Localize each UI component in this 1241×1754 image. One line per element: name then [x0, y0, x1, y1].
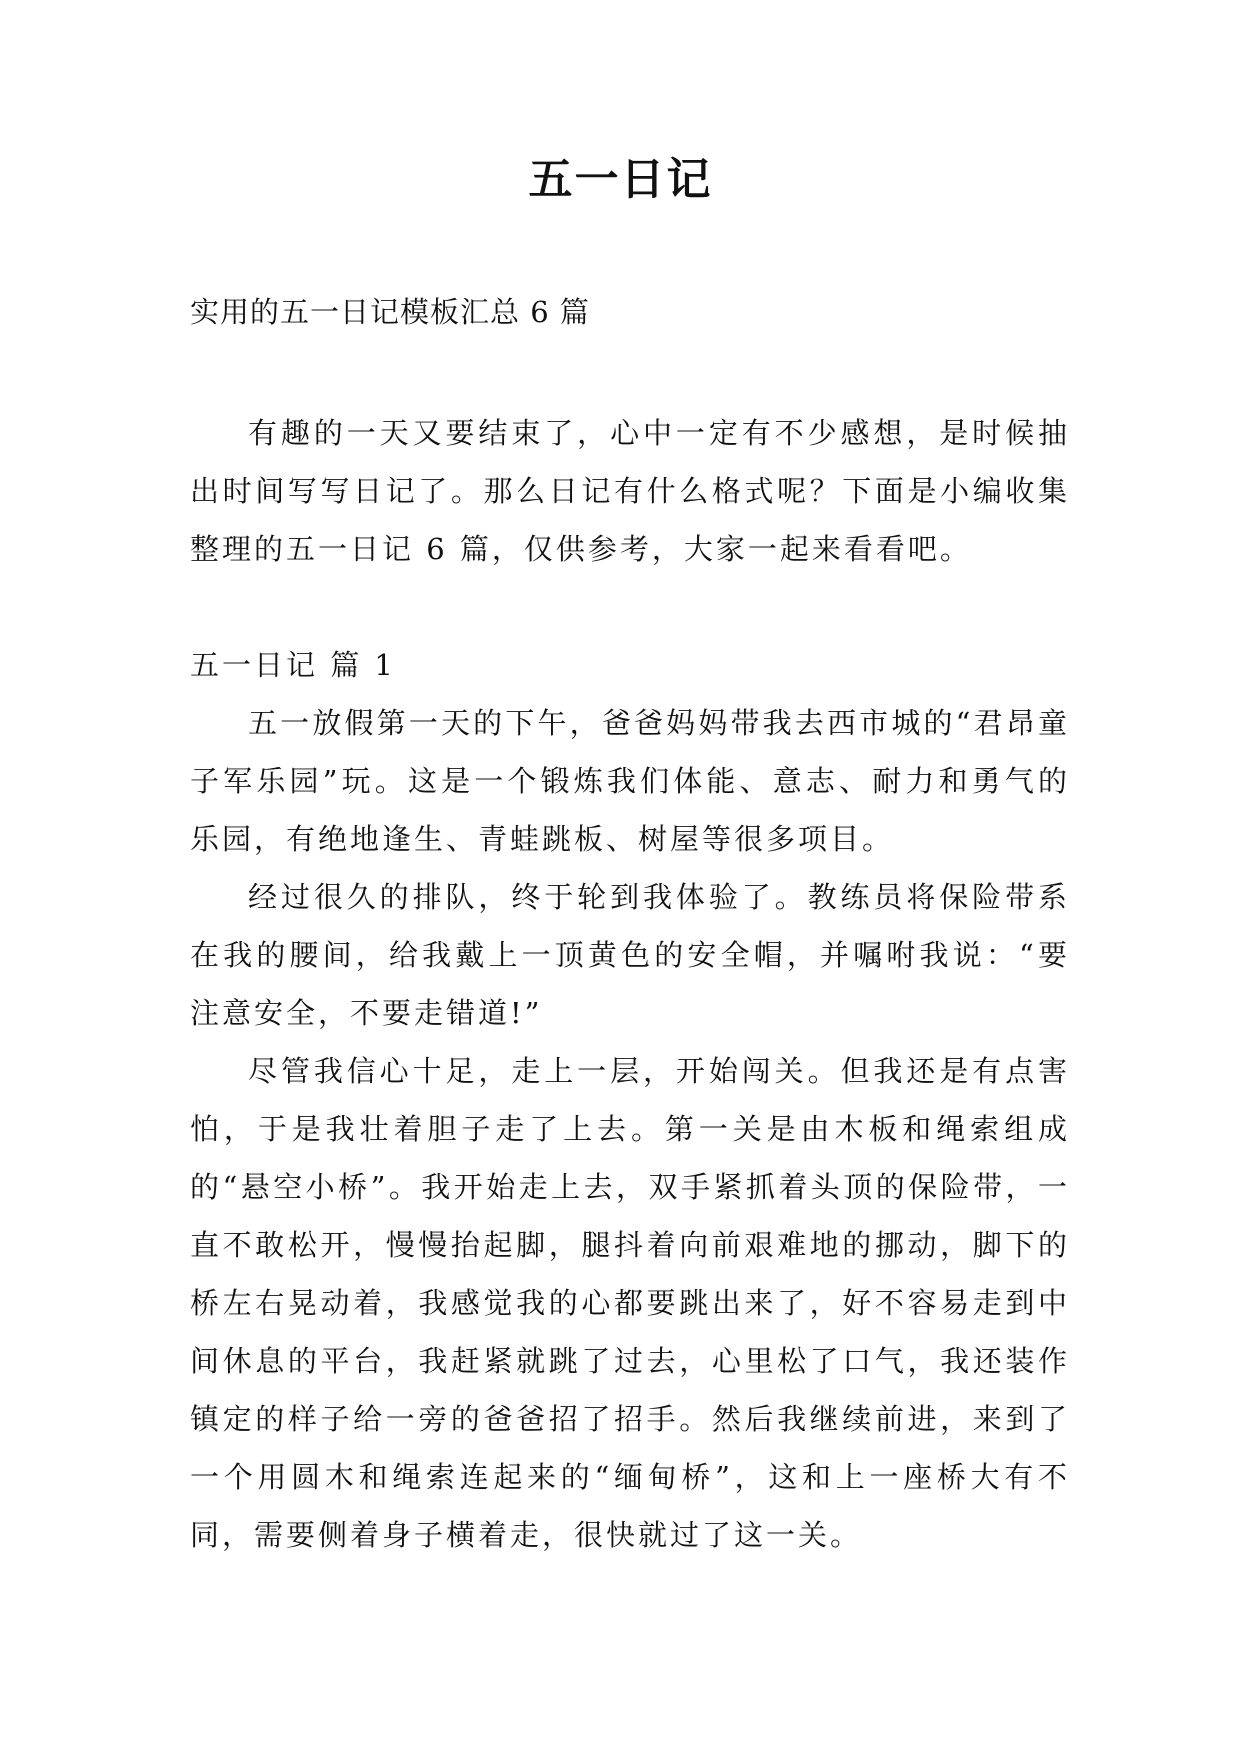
section-heading: 五一日记 篇 1 — [190, 648, 396, 682]
body-paragraph-1: 五一放假第一天的下午，爸爸妈妈带我去西市城的“君昂童子军乐园”玩。这是一个锻炼我们体能、意志、耐力和勇气的乐园，有绝地逢生、青蛙跳板、树屋等很多项目。 — [190, 706, 1070, 856]
document-title: 五一日记 — [528, 154, 713, 205]
body-paragraph-3: 尽管我信心十足，走上一层，开始闯关。但我还是有点害怕，于是我壮着胆子走了上去。第一关是由木板和绳索组成的“悬空小桥”。我开始走上去，双手紧抓着头顶的保险带，一直不敢松开，慢慢抬起脚，腿抖着向前艰难地的挪动，脚下的桥左右晃动着，我感觉我的心都要跳出来了，好不容易走到中间休息的平台，我赶紧就跳了过去，心里松了口气，我还装作镇定的样子给一旁的爸爸招了招手。然后我继续前进，来到了一个用圆木和绳索连起来的“缅甸桥”，这和上一座桥大有不同，需要侧着身子横着走，很快就过了这一关。 — [190, 1054, 1070, 1552]
intro-paragraph: 有趣的一天又要结束了，心中一定有不少感想，是时候抽出时间写写日记了。那么日记有什么格式呢？下面是小编收集整理的五一日记 6 篇，仅供参考，大家一起来看看吧。 — [190, 416, 1070, 566]
body-paragraph-2: 经过很久的排队，终于轮到我体验了。教练员将保险带系在我的腰间，给我戴上一顶黄色的安全帽，并嘱咐我说：“要注意安全，不要走错道!” — [190, 880, 1070, 1030]
document-body — [190, 404, 1070, 1564]
document-subtitle: 实用的五一日记模板汇总 6 篇 — [190, 295, 590, 329]
